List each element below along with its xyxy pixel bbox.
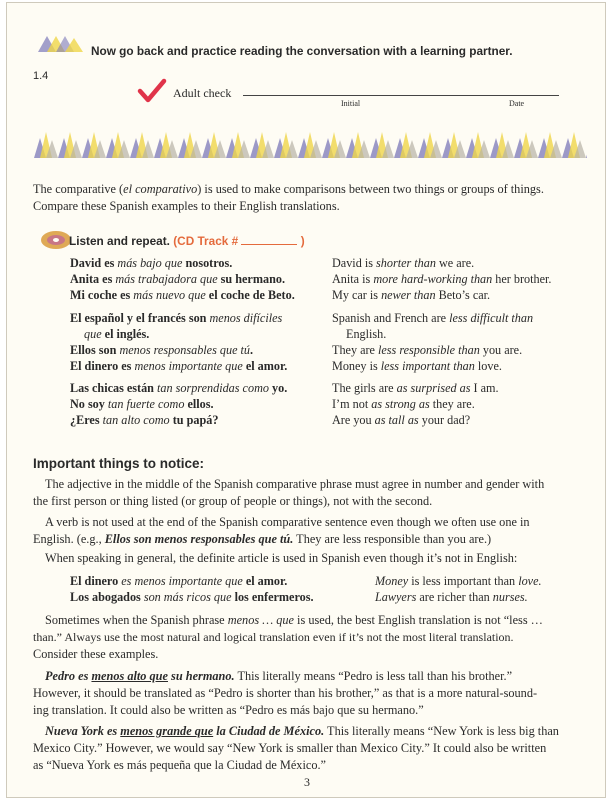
- notice-paragraph: A verb is not used at the end of the Spanish comparative sentence even though we often use one in English. (e.g., Ellos son menos responsables que tú. They are less responsible than you are.): [33, 515, 530, 546]
- initial-label: Initial: [341, 99, 361, 108]
- notice-paragraph: Nueva York es menos grande que la Ciudad de México. This literally means “New York is less big than Mexico City.” However, we would say “New York is smaller than Mexico City.” It could also be written as “Nueva York es más pequeña que la Ciudad de México.”: [33, 724, 559, 772]
- section-heading: Important things to notice:: [33, 456, 204, 471]
- general-example-es: El dinero es menos importante que el amor.: [70, 574, 288, 588]
- example-es: Las chicas están tan sorprendidas como yo.: [70, 381, 288, 395]
- intro-paragraph: [33, 181, 593, 215]
- intro-term: el comparativo: [123, 182, 198, 196]
- intro-text: Compare these Spanish examples to their English translations.: [33, 199, 340, 213]
- listen-label: Listen and repeat.: [69, 234, 170, 248]
- example-es: David es más bajo que nosotros.: [70, 256, 233, 270]
- listen-heading: [69, 233, 305, 248]
- example-en: Are you as tall as your dad?: [332, 413, 471, 427]
- general-example-es: Los abogados son más ricos que los enfermeros.: [70, 590, 314, 604]
- example-es: Ellos son menos responsables que tú.: [70, 343, 254, 357]
- example-en: English.: [346, 327, 387, 341]
- cd-track-label: (CD Track #: [173, 234, 239, 248]
- example-en: The girls are as surprised as I am.: [332, 381, 499, 395]
- instruction-text: Now go back and practice reading the conversation with a learning partner.: [91, 44, 513, 58]
- example-es: que el inglés.: [84, 327, 150, 341]
- intro-text: The comparative (: [33, 182, 124, 196]
- example-en: My car is newer than Beto’s car.: [332, 288, 491, 302]
- example-es: Anita es más trabajadora que su hermano.: [70, 272, 286, 286]
- example-en: Spanish and French are less difficult than: [332, 311, 534, 325]
- triangle-ornament-icon: [38, 34, 86, 54]
- example-es: El dinero es menos importante que el amor.: [70, 359, 288, 373]
- example-en: I’m not as strong as they are.: [332, 397, 475, 411]
- cd-icon: [39, 229, 73, 251]
- adult-check-line[interactable]: [243, 95, 559, 96]
- notice-paragraph: The adjective in the middle of the Spanish comparative phrase must agree in number and gender with the first person or thing listed (or group of people or things), not with the second.: [33, 477, 545, 508]
- general-example-en: Money is less important than love.: [375, 574, 542, 588]
- example-en: Anita is more hard-working than her brother.: [332, 272, 552, 286]
- example-en: David is shorter than we are.: [332, 256, 475, 270]
- adult-check-label: Adult check: [173, 86, 232, 100]
- example-es: Mi coche es más nuevo que el coche de Beto.: [70, 288, 295, 302]
- date-label: Date: [509, 99, 525, 108]
- example-en: They are less responsible than you are.: [332, 343, 523, 357]
- cd-track-field[interactable]: [241, 233, 297, 245]
- notice-paragraph: Pedro es menos alto que su hermano. This literally means “Pedro is less tall than his brother.” However, it should be translated as “Pedro is shorter than his brother,” as that is a more natural-sound- ing translation. It could also be written as “Pedro es más bajo que su hermano.”: [33, 669, 538, 717]
- intro-text: ) is used to make comparisons between two things or groups of things.: [197, 182, 544, 196]
- example-en: Money is less important than love.: [332, 359, 502, 373]
- example-es: ¿Eres tan alto como tu papá?: [70, 413, 219, 427]
- checkmark-icon: [137, 78, 167, 104]
- cd-track-label: ): [300, 234, 305, 248]
- workbook-page: [6, 2, 606, 798]
- page-number: 3: [304, 775, 310, 789]
- example-es: El español y el francés son menos difíciles: [70, 311, 283, 325]
- notice-paragraph: Sometimes when the Spanish phrase menos … que is used, the best English translation is not “less … than.” Always use the most natural and logical translation even if it’s not the most literal translation. Consider these examples.: [33, 613, 543, 661]
- notice-paragraph: When speaking in general, the definite article is used in Spanish even though it’s not in English:: [45, 551, 518, 565]
- triangle-border-icon: [34, 132, 587, 158]
- exercise-number: 1.4: [33, 70, 49, 82]
- general-example-en: Lawyers are richer than nurses.: [375, 590, 528, 604]
- example-es: No soy tan fuerte como ellos.: [70, 397, 214, 411]
